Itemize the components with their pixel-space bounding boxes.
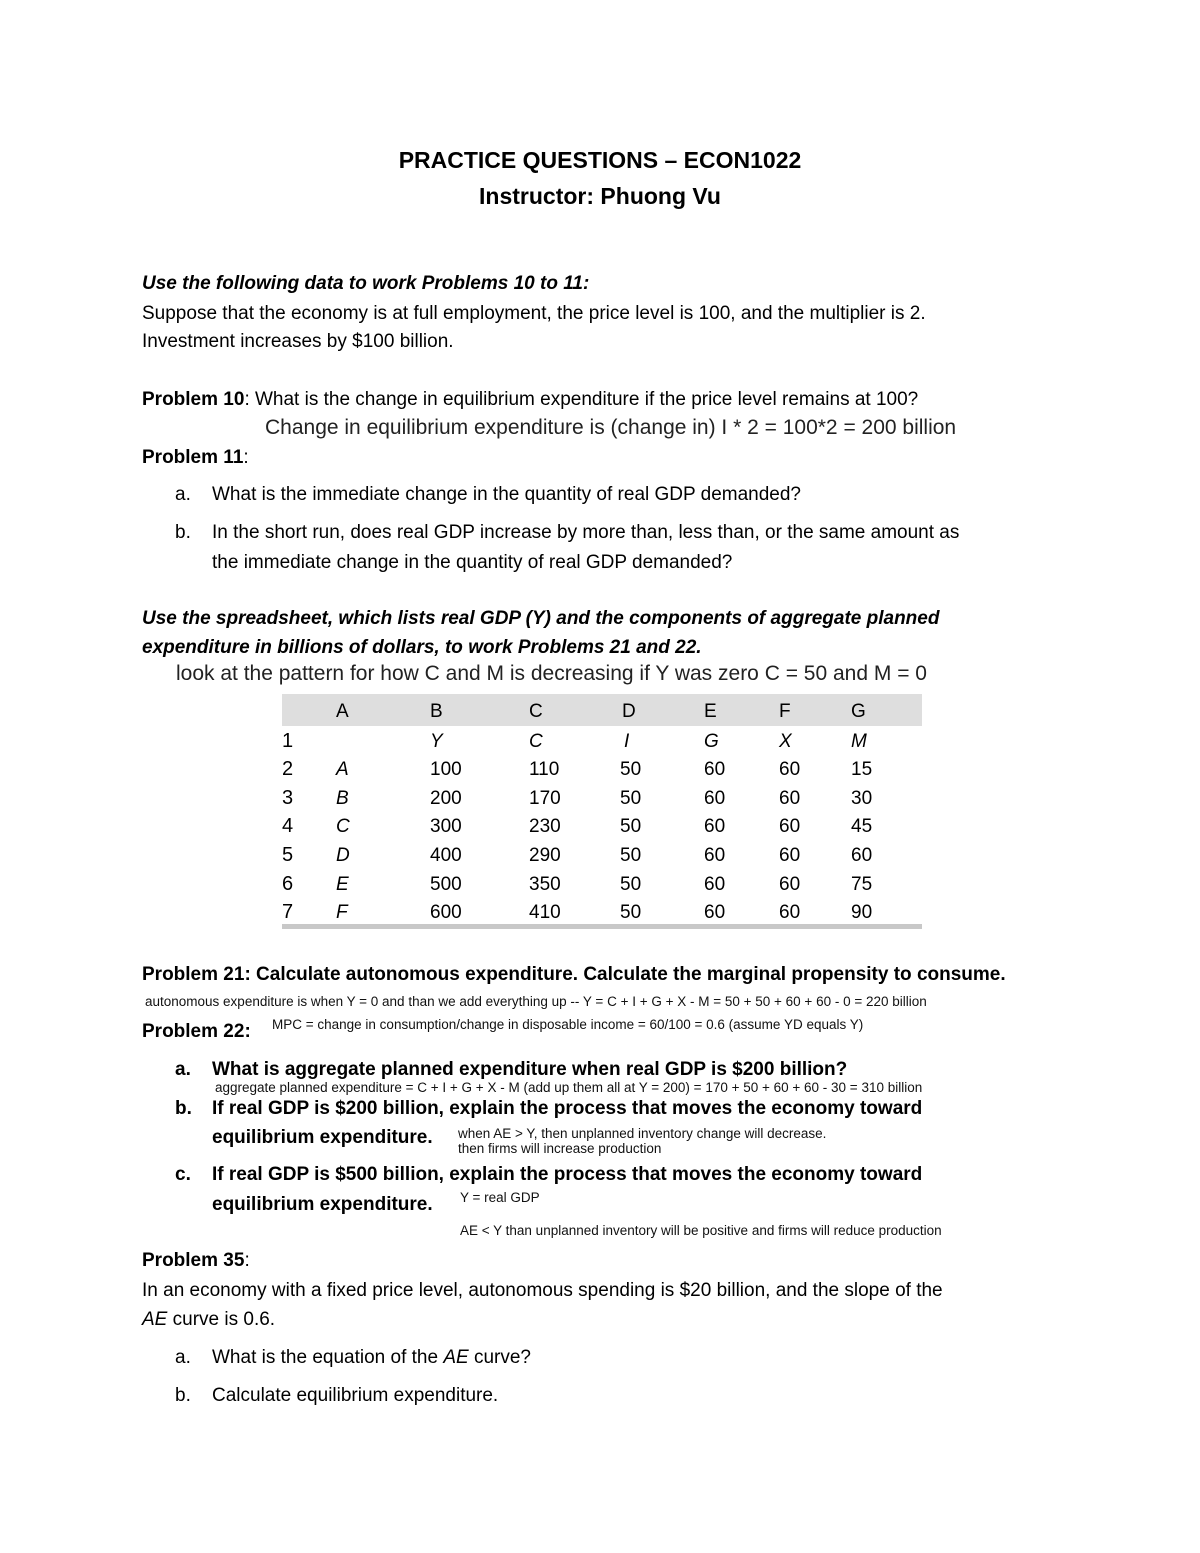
row-number-5: 5	[282, 844, 294, 866]
table-cell-i: 50	[620, 874, 642, 895]
table-row-label: F	[336, 902, 348, 923]
problem11-a-marker: a.	[175, 484, 191, 505]
table-cell-m: 90	[851, 902, 873, 923]
problem35-heading	[142, 1250, 250, 1272]
problem22-a-answer: aggregate planned expenditure = C + I + G + X - M (add up them all at Y = 200) = 170 + 50 + 60 + 60 - 30 = 310 billion	[215, 1080, 923, 1095]
row-number-1: 1	[282, 730, 294, 752]
page-title: PRACTICE QUESTIONS – ECON1022	[398, 147, 802, 173]
problem35-b-marker: b.	[175, 1385, 191, 1406]
col-header-b: B	[430, 701, 443, 722]
problem22-a-marker: a.	[175, 1059, 191, 1080]
problem22-b-text2: equilibrium expenditure.	[212, 1127, 433, 1148]
row-number-3: 3	[282, 787, 294, 809]
col-header-f: F	[779, 701, 791, 722]
table-cell-i: 50	[620, 845, 642, 866]
var-g: G	[704, 731, 719, 752]
problem21-label: Problem 21	[142, 964, 245, 985]
col-header-g: G	[851, 701, 866, 722]
table-cell-m: 75	[851, 874, 873, 895]
problem35-a-marker: a.	[175, 1347, 191, 1368]
var-i: I	[624, 731, 630, 752]
table-row-label: E	[336, 874, 349, 895]
problem21-question	[142, 964, 1006, 986]
problem22-c-marker: c.	[175, 1164, 191, 1185]
problem22-label: Problem 22	[142, 1021, 245, 1042]
var-y: Y	[430, 731, 443, 752]
table-cell-g: 60	[704, 816, 726, 837]
table-row-label: C	[336, 816, 350, 837]
problem21-text: : Calculate autonomous expenditure. Calculate the marginal propensity to consume.	[244, 964, 1006, 985]
problem11-colon: :	[243, 447, 249, 468]
problem35-a-text	[212, 1347, 531, 1369]
problem35-a-ae: AE	[443, 1347, 469, 1368]
table-cell-x: 60	[779, 902, 801, 923]
problem10-label: Problem 10	[142, 389, 245, 410]
table-cell-c: 350	[529, 874, 561, 895]
table-cell-y: 300	[430, 816, 462, 837]
problem35-b-text: Calculate equilibrium expenditure.	[212, 1385, 499, 1406]
problem22-c-answer1: Y = real GDP	[460, 1190, 540, 1205]
column-header-bar	[282, 694, 922, 726]
spreadsheet-table	[282, 694, 922, 932]
problem22-b-text1: If real GDP is $200 billion, explain the process that moves the economy toward	[212, 1098, 923, 1119]
col-header-d: D	[622, 701, 636, 722]
table-cell-c: 410	[529, 902, 561, 923]
table-cell-y: 600	[430, 902, 462, 923]
table-cell-g: 60	[704, 788, 726, 809]
table-cell-y: 500	[430, 874, 462, 895]
problem22-c-text1: If real GDP is $500 billion, explain the process that moves the economy toward	[212, 1164, 923, 1185]
problem11-label: Problem 11	[142, 447, 244, 468]
table-cell-m: 45	[851, 816, 873, 837]
var-m: M	[851, 731, 867, 752]
problem22-b-answer1: when AE > Y, then unplanned inventory change will decrease.	[458, 1126, 827, 1141]
var-x: X	[779, 731, 792, 752]
section2-intro2: expenditure in billions of dollars, to work Problems 21 and 22.	[142, 637, 702, 658]
problem35-label: Problem 35	[142, 1250, 245, 1271]
table-row-label: B	[336, 788, 349, 809]
section1-line1: Suppose that the economy is at full employment, the price level is 100, and the multiplier is 2.	[142, 303, 926, 324]
section2-intro1: Use the spreadsheet, which lists real GDP (Y) and the components of aggregate planned	[142, 608, 940, 629]
table-cell-x: 60	[779, 788, 801, 809]
instructor-line: Instructor: Phuong Vu	[479, 183, 721, 209]
table-cell-y: 100	[430, 759, 462, 780]
section2-note: look at the pattern for how C and M is decreasing if Y was zero C = 50 and M = 0	[176, 662, 927, 685]
table-cell-y: 200	[430, 788, 462, 809]
col-header-e: E	[704, 701, 717, 722]
problem22-b-answer2: then firms will increase production	[458, 1141, 662, 1156]
table-cell-c: 170	[529, 788, 561, 809]
col-header-c: C	[529, 701, 543, 722]
problem35-a-pre: What is the equation of the	[212, 1347, 444, 1368]
section1-intro: Use the following data to work Problems 10 to 11:	[142, 273, 590, 294]
table-bottom-border	[282, 924, 922, 929]
table-cell-x: 60	[779, 816, 801, 837]
problem22-mpc-answer: MPC = change in consumption/change in disposable income = 60/100 = 0.6 (assume YD equals Y)	[272, 1017, 864, 1032]
table-cell-g: 60	[704, 845, 726, 866]
table-cell-i: 50	[620, 816, 642, 837]
row-number-2: 2	[282, 758, 294, 780]
problem11-a-text: What is the immediate change in the quantity of real GDP demanded?	[212, 484, 801, 505]
row-number-7: 7	[282, 901, 294, 923]
table-cell-g: 60	[704, 902, 726, 923]
problem21-answer: autonomous expenditure is when Y = 0 and than we add everything up -- Y = C + I + G + X - M = 50 + 50 + 60 + 60 - 0 = 220 billion	[145, 994, 927, 1009]
problem22-b-marker: b.	[175, 1098, 192, 1119]
table-row-label: D	[336, 845, 350, 866]
problem11-heading	[142, 447, 249, 469]
table-cell-y: 400	[430, 845, 462, 866]
problem10-text: : What is the change in equilibrium expenditure if the price level remains at 100?	[244, 389, 919, 410]
var-c: C	[529, 731, 543, 752]
problem22-heading	[142, 1021, 251, 1043]
problem35-line1: In an economy with a fixed price level, autonomous spending is $20 billion, and the slope of the	[142, 1280, 943, 1301]
col-header-a: A	[336, 701, 349, 722]
table-cell-i: 50	[620, 759, 642, 780]
table-cell-c: 230	[529, 816, 561, 837]
problem35-colon: :	[244, 1250, 250, 1271]
table-cell-i: 50	[620, 902, 642, 923]
problem11-b-marker: b.	[175, 522, 191, 543]
table-cell-x: 60	[779, 845, 801, 866]
row-number-4: 4	[282, 815, 294, 837]
table-cell-x: 60	[779, 759, 801, 780]
table-cell-i: 50	[620, 788, 642, 809]
problem22-a-text: What is aggregate planned expenditure when real GDP is $200 billion?	[212, 1059, 848, 1080]
table-cell-x: 60	[779, 874, 801, 895]
table-cell-m: 60	[851, 845, 873, 866]
problem11-b-text2: the immediate change in the quantity of real GDP demanded?	[212, 552, 733, 573]
section1-line2: Investment increases by $100 billion.	[142, 331, 454, 352]
problem35-a-post: curve?	[468, 1347, 531, 1368]
problem22-c-text2: equilibrium expenditure.	[212, 1194, 433, 1215]
problem22-c-answer2: AE < Y than unplanned inventory will be positive and firms will reduce production	[460, 1223, 942, 1238]
problem35-line2	[142, 1309, 275, 1331]
table-cell-c: 110	[529, 759, 560, 780]
problem35-ae: AE	[142, 1309, 168, 1330]
table-cell-g: 60	[704, 874, 726, 895]
problem11-b-text1: In the short run, does real GDP increase by more than, less than, or the same amount as	[212, 522, 960, 543]
table-row-label: A	[336, 759, 349, 780]
table-cell-g: 60	[704, 759, 726, 780]
table-cell-m: 15	[851, 759, 873, 780]
row-number-6: 6	[282, 873, 294, 895]
table-cell-c: 290	[529, 845, 561, 866]
problem10-question	[142, 389, 918, 411]
problem10-answer: Change in equilibrium expenditure is (change in) I * 2 = 100*2 = 200 billion	[265, 416, 957, 439]
problem35-line2-rest: curve is 0.6.	[167, 1309, 276, 1330]
table-cell-m: 30	[851, 788, 873, 809]
problem22-colon: :	[244, 1021, 251, 1042]
